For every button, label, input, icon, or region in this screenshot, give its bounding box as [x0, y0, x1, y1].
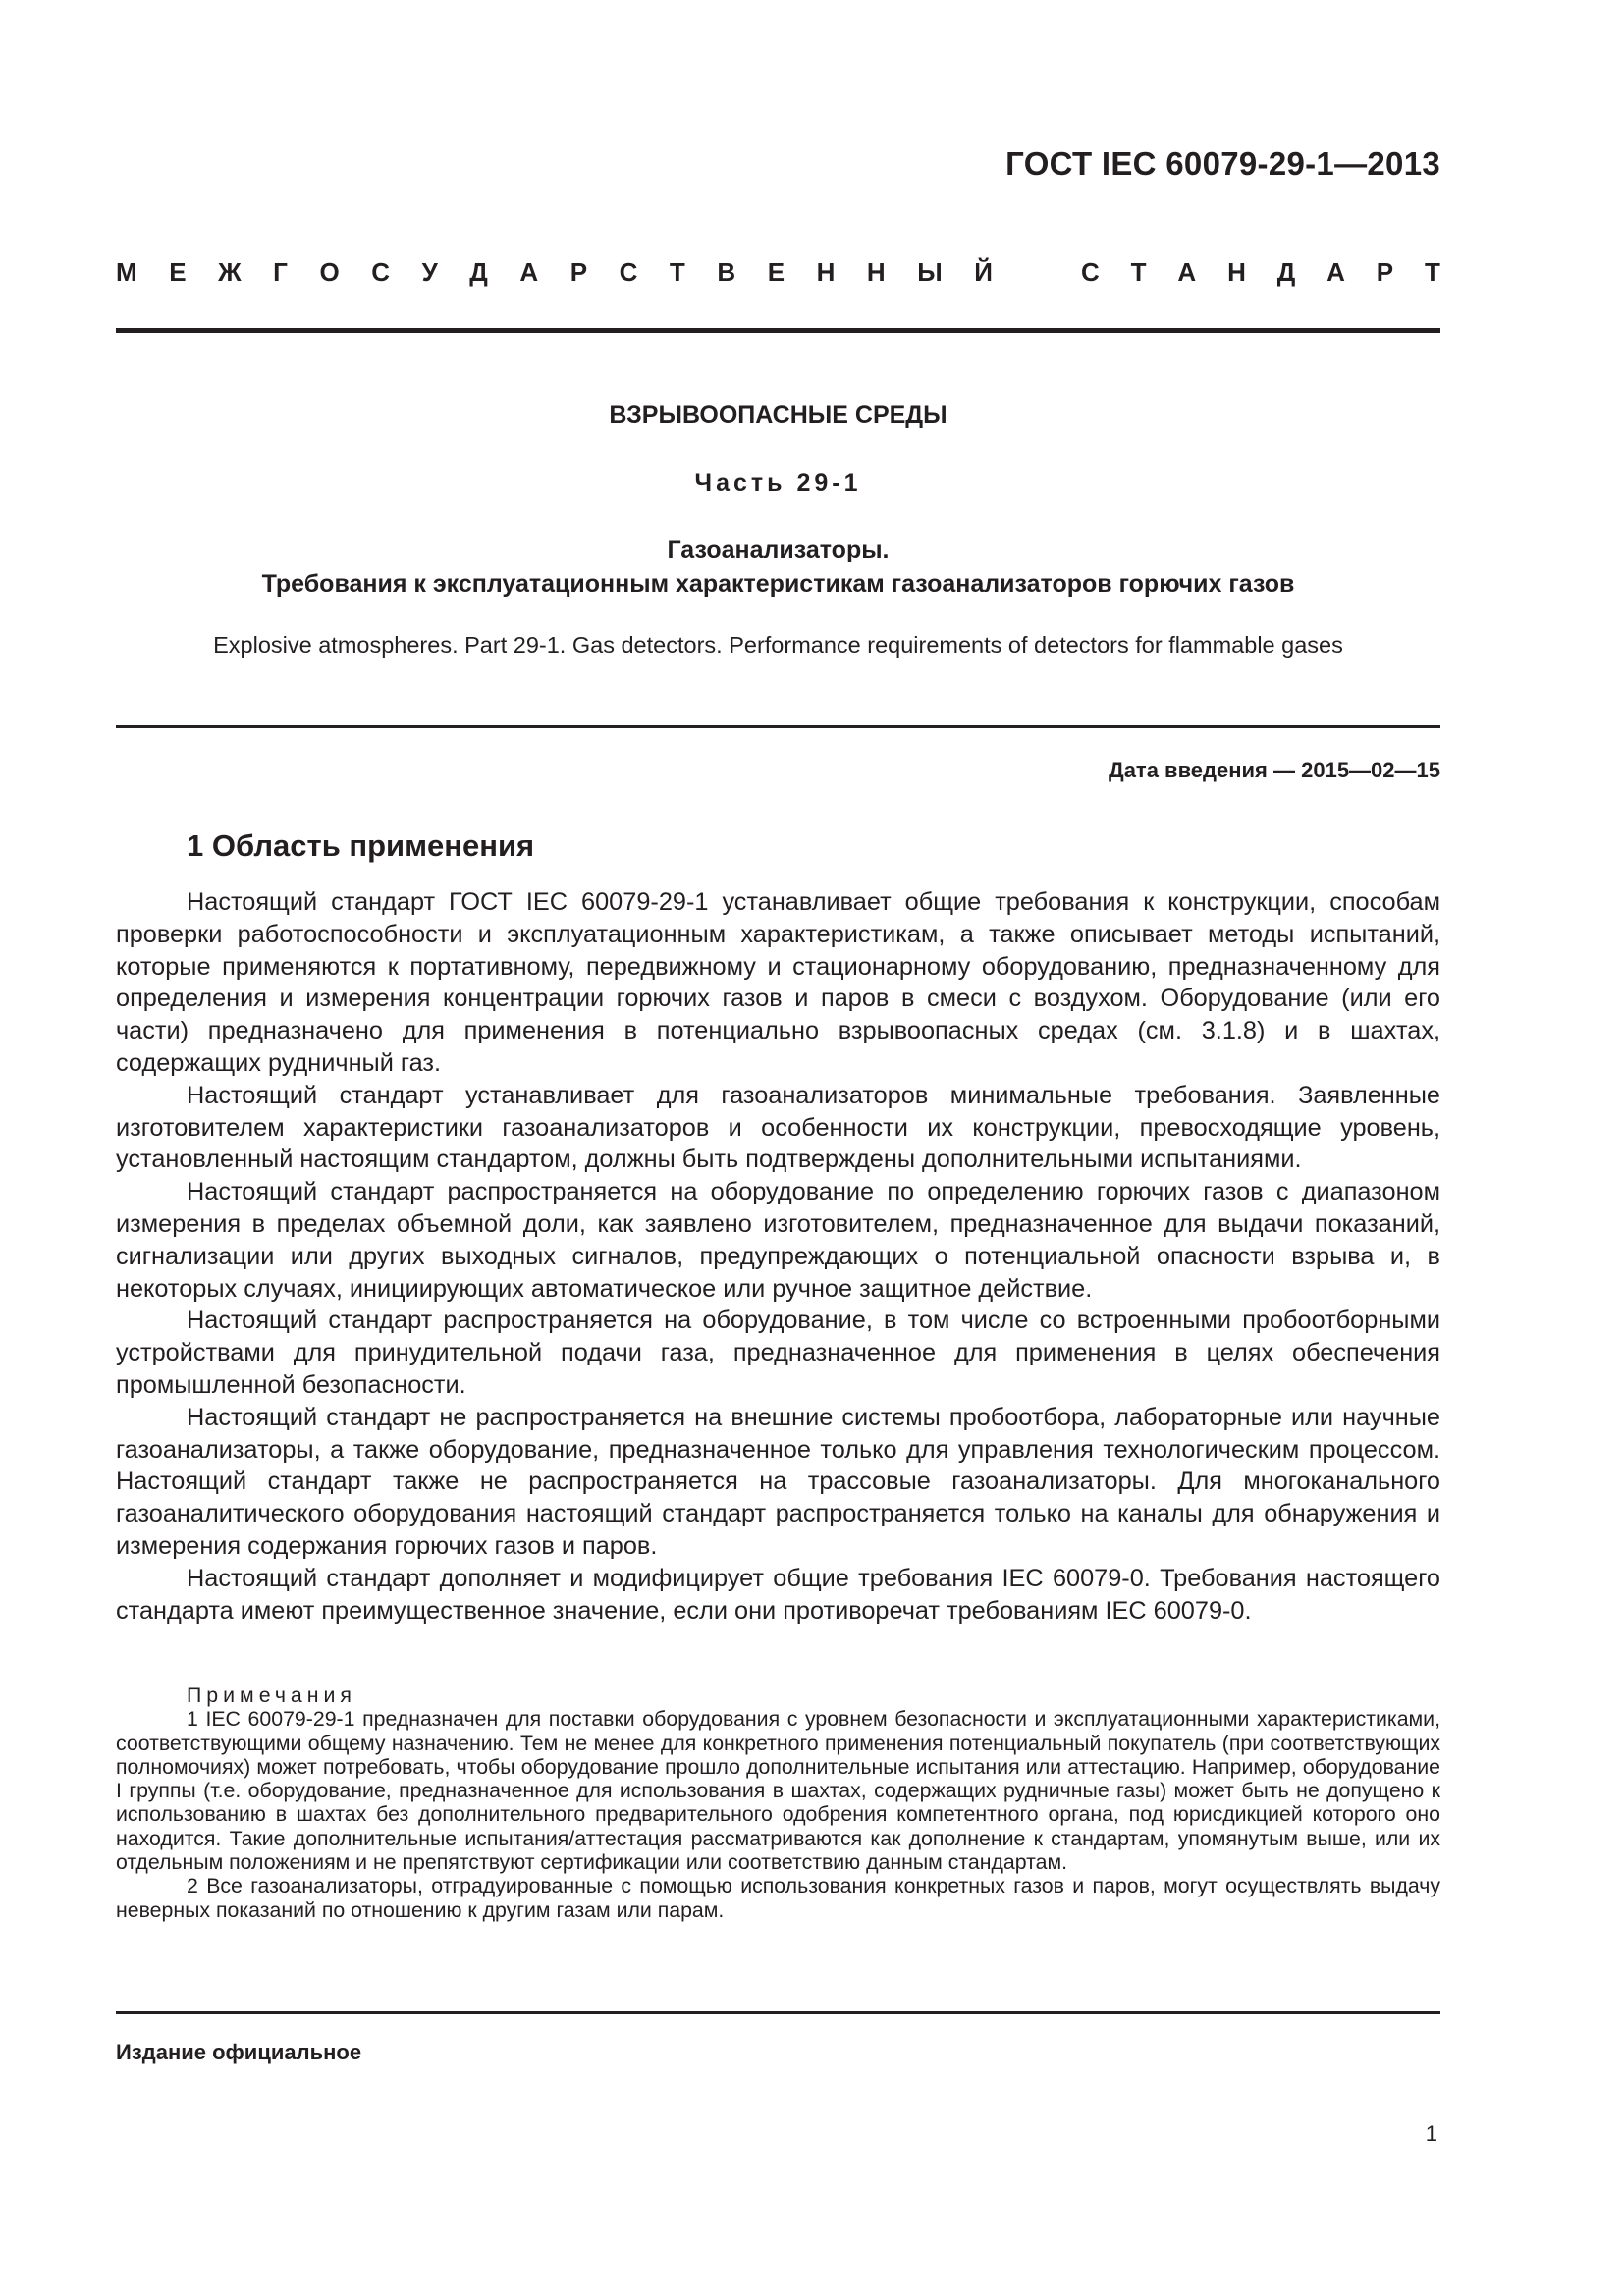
standard-kind-word-1	[116, 257, 993, 288]
heading-letter: Т	[1130, 257, 1147, 287]
heading-letter: В	[717, 257, 736, 287]
standard-kind-word-2	[1081, 257, 1440, 288]
heading-letter: Р	[1376, 257, 1394, 287]
heading-letter: Н	[866, 257, 886, 287]
heading-letter: Ы	[917, 257, 943, 287]
notes-heading: Примечания	[187, 1683, 356, 1707]
header-divider	[116, 328, 1440, 333]
heading-letter: С	[619, 257, 638, 287]
subtitle-line-1: Газоанализаторы.	[667, 536, 890, 563]
notes-block	[116, 1683, 1440, 1922]
heading-letter: М	[116, 257, 137, 287]
page-number: 1	[1425, 2121, 1437, 2146]
subtitle-line-2: Требования к эксплуатационным характеристикам газоанализаторов горючих газов	[261, 570, 1295, 598]
document-title: ВЗРЫВООПАСНЫЕ СРЕДЫ	[609, 401, 947, 429]
heading-letter: Ж	[218, 257, 242, 287]
heading-letter: У	[421, 257, 438, 287]
note: 1 IEC 60079-29-1 предназначен для поставки оборудования с уровнем безопасности и эксплуатационными характеристиками, соответствующими общему назначению. Тем не менее для конкретного применения потенциальный покупатель (при соответствующих полномочиях) может потребовать, чтобы оборудование прошло дополнительные испытания или аттестацию. Например, оборудование I группы (т.е. оборудование, предназначенное для использования в шахтах, содержащих рудничные газы) может быть не допущено к использованию в шахтах без дополнительного предварительного одобрения компетентного органа, под юрисдикцией которого оно находится. Такие дополнительные испытания/аттестация рассматриваются как дополнение к стандартам, упомянутым выше, или их отдельным положениям и не препятствуют сертификации или соответствию данным стандартам.	[116, 1707, 1440, 1875]
english-title: Explosive atmospheres. Part 29-1. Gas detectors. Performance requirements of detectors for flammable gases	[213, 632, 1343, 658]
paragraph: Настоящий стандарт не распространяется на внешние системы пробоотбора, лабораторные или научные газоанализаторы, а также оборудование, предназначенное только для управления технологическим процессом. Настоящий стандарт также не распространяется на трассовые газоанализаторы. Для многоканального газоаналитического оборудования настоящий стандарт распространяется только на каналы для обнаружения и измерения содержания горючих газов и паров.	[116, 1403, 1440, 1560]
section-title: 1 Область применения	[187, 828, 535, 863]
heading-letter: Г	[273, 257, 288, 287]
heading-letter: Е	[767, 257, 785, 287]
heading-letter: О	[319, 257, 340, 287]
paragraph: Настоящий стандарт дополняет и модифицирует общие требования IEC 60079-0. Требования настоящего стандарта имеют преимущественное значение, если они противоречат требованиям IEC 60079-0.	[116, 1564, 1440, 1625]
paragraph: Настоящий стандарт распространяется на оборудование, в том числе со встроенными пробоотборными устройствами для принудительной подачи газа, предназначенное для применения в целях обеспечения промышленной безопасности.	[116, 1307, 1440, 1399]
heading-letter: Т	[669, 257, 685, 287]
heading-letter: Р	[569, 257, 588, 287]
heading-letter: Д	[1276, 257, 1296, 287]
part-number: Часть 29-1	[694, 469, 862, 497]
document-subtitle	[116, 533, 1440, 602]
heading-letter: Т	[1425, 257, 1440, 287]
heading-letter: Д	[469, 257, 488, 287]
heading-letter: Н	[816, 257, 836, 287]
section-body	[116, 886, 1440, 1627]
paragraph: Настоящий стандарт ГОСТ IEC 60079-29-1 устанавливает общие требования к конструкции, способам проверки работоспособности и эксплуатационным характеристикам, а также описывает методы испытаний, которые применяются к портативному, передвижному и стационарному оборудованию, предназначенному для определения и измерения концентрации горючих газов и паров в смеси с воздухом. Оборудование (или его части) предназначено для применения в потенциально взрывоопасных средах (см. 3.1.8) и в шахтах, содержащих рудничный газ.	[116, 888, 1440, 1077]
heading-letter: А	[1326, 257, 1345, 287]
title-divider	[116, 725, 1440, 728]
introduction-date: Дата введения — 2015—02—15	[1109, 758, 1440, 782]
heading-letter: А	[519, 257, 539, 287]
standard-kind-heading	[116, 257, 1440, 288]
document-number: ГОСТ IEC 60079-29-1—2013	[1005, 145, 1440, 182]
paragraph: Настоящий стандарт распространяется на оборудование по определению горючих газов с диапазоном измерения в пределах объемной доли, как заявлено изготовителем, предназначенное для выдачи показаний, сигнализации или других выходных сигналов, предупреждающих о потенциальной опасности взрыва и, в некоторых случаях, инициирующих автоматическое или ручное защитное действие.	[116, 1178, 1440, 1303]
official-edition-label: Издание официальное	[116, 2040, 362, 2064]
heading-letter: Е	[169, 257, 187, 287]
heading-letter: С	[371, 257, 391, 287]
heading-letter: Й	[974, 257, 993, 287]
heading-letter: Н	[1227, 257, 1246, 287]
heading-letter: С	[1081, 257, 1100, 287]
note: 2 Все газоанализаторы, отградуированные с помощью использования конкретных газов и паров, могут осуществлять выдачу неверных показаний по отношению к другим газам или парам.	[116, 1874, 1440, 1922]
paragraph: Настоящий стандарт устанавливает для газоанализаторов минимальные требования. Заявленные изготовителем характеристики газоанализаторов и особенности их конструкции, превосходящие уровень, установленный настоящим стандартом, должны быть подтверждены дополнительными испытаниями.	[116, 1081, 1440, 1174]
heading-letter: А	[1177, 257, 1197, 287]
footer-divider	[116, 2011, 1440, 2014]
